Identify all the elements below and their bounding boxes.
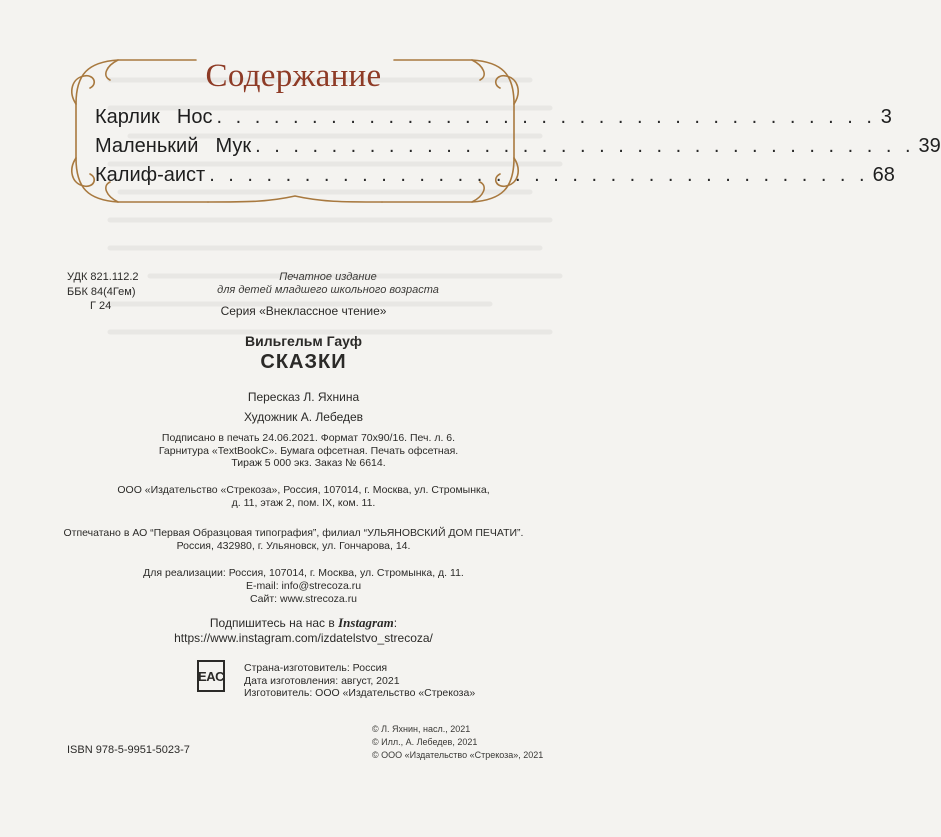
publisher-address — [0, 484, 587, 509]
print-details-line: Гарнитура «TextBookC». Бумага офсетная. Печать офсетная. — [158, 444, 459, 457]
manufacturer-name: Изготовитель: ООО «Издательство «Стрекоза» — [244, 687, 476, 700]
social-subscribe — [0, 615, 587, 646]
contents-entry — [95, 135, 941, 164]
publisher-address-line: ООО «Издательство «Стрекоза», Россия, 107014, г. Москва, ул. Стромынка, — [117, 484, 490, 496]
copyright-line: © Илл., А. Лебедев, 2021 — [372, 737, 478, 747]
contents-entry — [95, 106, 892, 135]
illustrator-credit: Художник А. Лебедев — [243, 410, 364, 424]
print-details-line: Подписано в печать 24.06.2021. Формат 70х90/16. Печ. л. 6. — [161, 432, 456, 444]
contents-entry-page: 68 — [872, 164, 895, 186]
sales-website: Сайт: www.strecoza.ru — [249, 593, 358, 605]
credits — [0, 387, 587, 427]
eac-conformity-mark: EAC — [197, 660, 225, 692]
printing-house-line: Россия, 432980, г. Ульяновск, ул. Гончарова, 14. — [176, 539, 411, 552]
contents-title: Содержание — [205, 58, 382, 94]
manufacturer-country: Страна-изготовитель: Россия — [244, 662, 388, 674]
copyright-line: © ООО «Издательство «Стрекоза», 2021 — [372, 750, 544, 760]
printing-house — [0, 527, 587, 552]
leader-dots: . . . . . . . . . . . . . . . . . . . . . . . . . . . . . . . . . . . — [216, 106, 876, 128]
publication-note-line: для детей младшего школьного возраста — [217, 284, 439, 296]
print-details — [0, 432, 587, 470]
author-name: Вильгельм Гауф — [245, 333, 362, 349]
manufacturer-info — [244, 662, 475, 700]
instagram-wordmark: Instagram — [338, 615, 394, 630]
instagram-url: https://www.instagram.com/izdatelstvo_strecoza/ — [174, 631, 433, 645]
publication-note — [158, 271, 498, 297]
copyright-line: © Л. Яхнин, насл., 2021 — [372, 724, 471, 734]
contents-entry-title: Карлик Нос — [95, 106, 213, 128]
udk-code: УДК 821.112.2 — [67, 271, 139, 283]
series-name: Серия «Внеклассное чтение» — [220, 304, 387, 318]
leader-dots: . . . . . . . . . . . . . . . . . . . . . . . . . . . . . . . . . . . — [209, 164, 869, 186]
retelling-credit: Пересказ Л. Яхнина — [247, 390, 360, 404]
author-sign: Г 24 — [90, 300, 112, 312]
contents-list — [95, 106, 941, 193]
book-title: СКАЗКИ — [260, 351, 347, 373]
sales-address: Для реализации: Россия, 107014, г. Москва, ул. Стромынка, д. 11. — [143, 567, 464, 579]
leader-dots: . . . . . . . . . . . . . . . . . . . . . . . . . . . . . . . . . . . — [255, 135, 915, 157]
publication-note-line: Печатное издание — [279, 271, 377, 283]
bbk-code: ББК 84(4Гем) — [67, 285, 136, 298]
contents-entry — [95, 164, 895, 193]
contents-entry-title: Маленький Мук — [95, 135, 252, 157]
isbn: ISBN 978-5-9951-5023-7 — [67, 744, 190, 756]
sales-contacts — [0, 567, 587, 606]
publisher-address-line: д. 11, этаж 2, пом. IX, ком. 11. — [231, 496, 376, 509]
manufacture-date: Дата изготовления: август, 2021 — [244, 674, 400, 687]
subscribe-colon: : — [393, 616, 398, 630]
sales-email: E-mail: info@strecoza.ru — [245, 580, 362, 592]
contents-entry-page: 3 — [880, 106, 892, 128]
subscribe-text: Подпишитесь на нас в — [209, 616, 335, 630]
printing-house-line: Отпечатано в АО “Первая Образцовая типография”, филиал “УЛЬЯНОВСКИЙ ДОМ ПЕЧАТИ”. — [63, 527, 524, 539]
contents-entry-title: Калиф-аист — [95, 164, 206, 186]
copyright-notices — [372, 723, 543, 762]
print-details-line: Тираж 5 000 экз. Заказ № 6614. — [231, 457, 386, 470]
contents-entry-page: 39 — [918, 135, 941, 157]
